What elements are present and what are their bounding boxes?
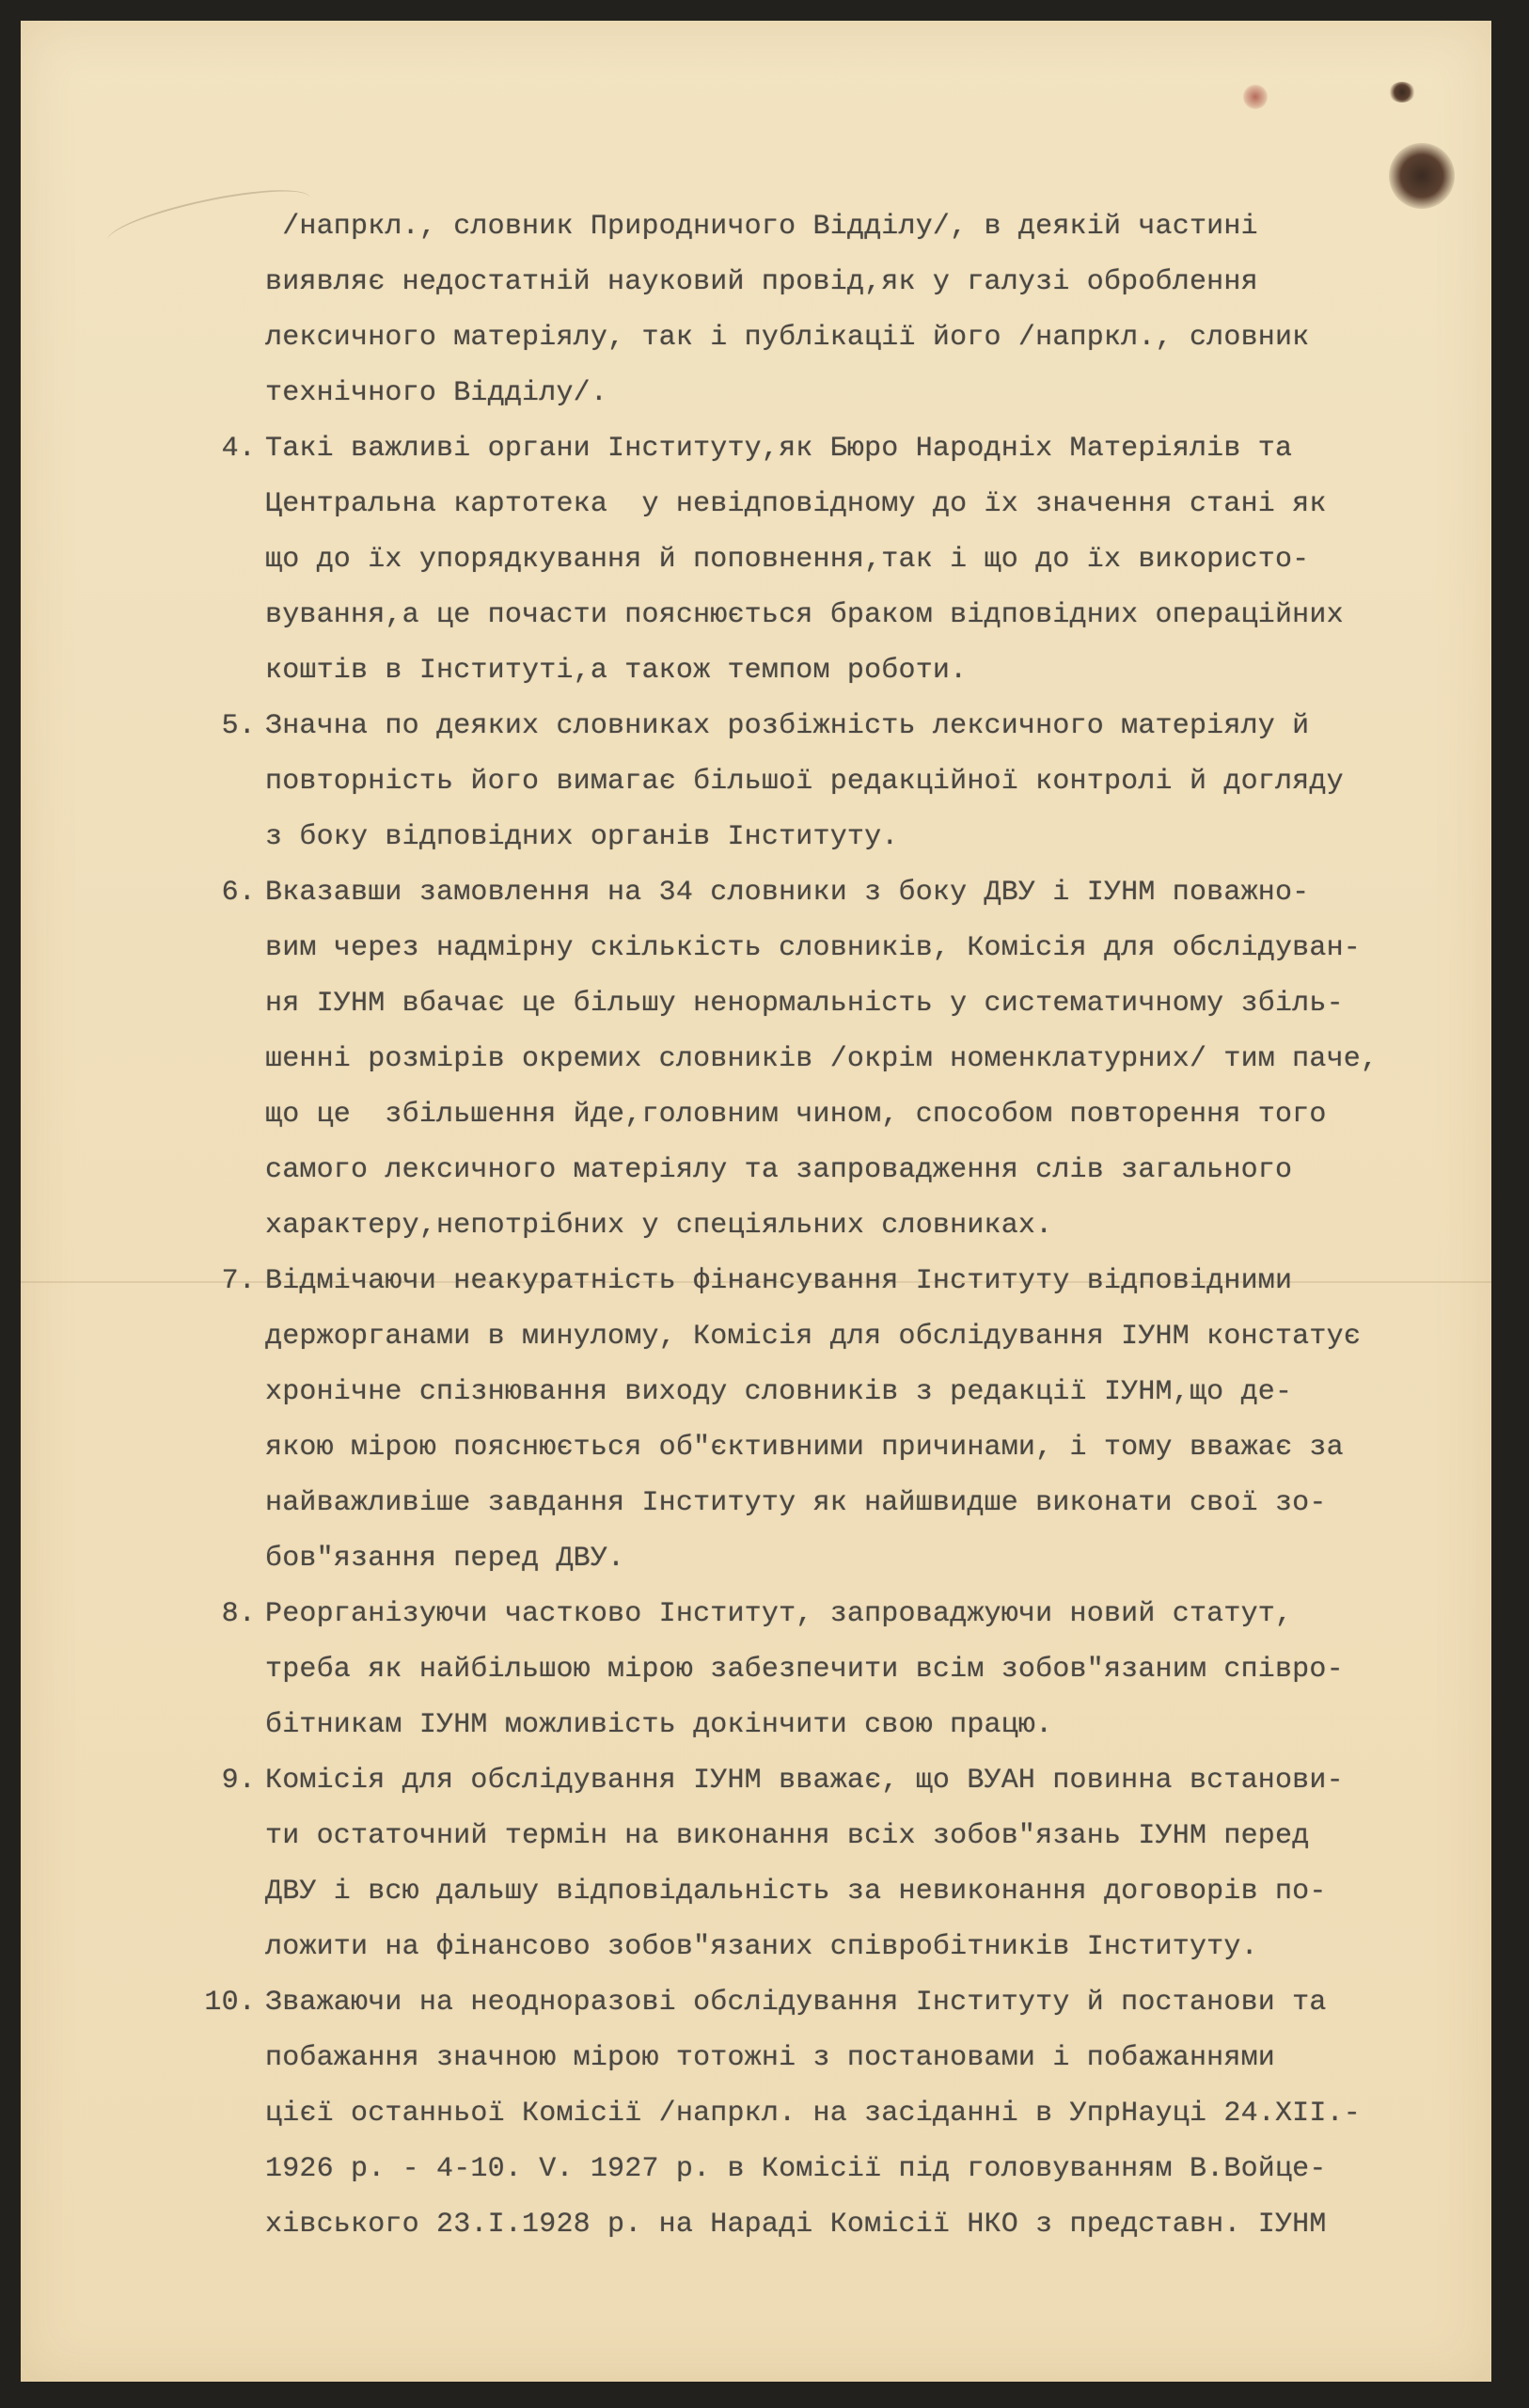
line-text: шенні розмірів окремих словників /окрім номенклатурних/ тим паче,	[265, 1043, 1379, 1075]
line-text: Комісія для обслідування ІУНМ вважає, що ВУАН повинна встанови-	[265, 1765, 1344, 1797]
text-line	[204, 1975, 1459, 2031]
text-line	[265, 1087, 1459, 1143]
line-text: що це збільшення йде,головним чином, способом повторення того	[265, 1099, 1327, 1131]
line-text: 1926 р. - 4-10. V. 1927 р. в Комісії під головуванням В.Войце-	[265, 2153, 1327, 2185]
text-line	[265, 1476, 1459, 1531]
item-number: 5.	[221, 710, 256, 742]
item-number: 6.	[221, 877, 256, 909]
text-line	[265, 588, 1459, 643]
item-number: 9.	[221, 1765, 256, 1797]
line-text: /напркл., словник Природничого Відділу/, в деякій частині	[265, 211, 1258, 243]
text-line	[265, 1365, 1459, 1420]
line-text: ти остаточний термін на виконання всіх зобов"язань ІУНМ перед	[265, 1820, 1310, 1852]
line-text: що до їх упорядкування й поповнення,так і що до їх використо-	[265, 544, 1310, 576]
paper-sheet	[21, 21, 1491, 2382]
text-line	[265, 1531, 1459, 1587]
text-line	[265, 1809, 1459, 1864]
typewritten-text	[204, 199, 1459, 2253]
line-text: вування,а це почасти пояснюється браком відповідних операційних	[265, 599, 1344, 631]
text-line	[221, 1254, 1459, 1309]
line-text: технічного Відділу/.	[265, 377, 608, 409]
line-text: ДВУ і всю дальшу відповідальність за невиконання договорів по-	[265, 1876, 1327, 1908]
line-text: якою мірою пояснюється об"єктивними причинами, і тому вважає за	[265, 1432, 1344, 1464]
line-text: ня ІУНМ вбачає це більшу ненормальність у систематичному збіль-	[265, 988, 1344, 1020]
line-text: з боку відповідних органів Інституту.	[265, 821, 899, 853]
text-line	[265, 532, 1459, 588]
item-number: 7.	[221, 1265, 256, 1297]
text-line	[265, 199, 1459, 255]
text-line	[265, 366, 1459, 421]
text-line	[265, 921, 1459, 976]
line-text: хронічне спізнювання виходу словників з редакції ІУНМ,що де-	[265, 1376, 1293, 1408]
line-text: лексичного матеріялу, так і публікації його /напркл., словник	[265, 322, 1310, 354]
text-line	[265, 2031, 1459, 2086]
text-line	[265, 255, 1459, 310]
item-number: 10.	[204, 1987, 256, 2019]
line-text: треба як найбільшою мірою забезпечити всім зобов"язаним співро-	[265, 1654, 1344, 1686]
text-line	[265, 643, 1459, 699]
text-line	[221, 421, 1459, 477]
line-text: Такі важливі органи Інституту,як Бюро Народніх Матеріялів та	[265, 433, 1293, 465]
line-text: цієї останньої Комісії /напркл. на засіданні в УпрНауці 24.XII.-	[265, 2098, 1361, 2130]
text-line	[221, 699, 1459, 754]
text-line	[265, 1198, 1459, 1254]
line-text: хівського 23.I.1928 р. на Нараді Комісії НКО з представн. ІУНМ	[265, 2209, 1327, 2241]
line-text: Значна по деяких словниках розбіжність лексичного матеріялу й	[265, 710, 1310, 742]
ink-spot	[1389, 82, 1415, 103]
text-line	[265, 2197, 1459, 2253]
text-line	[265, 1143, 1459, 1198]
text-line	[265, 1698, 1459, 1753]
line-text: Вказавши замовлення на 34 словники з боку ДВУ і ІУНМ поважно-	[265, 877, 1310, 909]
text-line	[265, 1032, 1459, 1087]
line-text: бов"язання перед ДВУ.	[265, 1543, 625, 1575]
item-number: 8.	[221, 1598, 256, 1630]
text-line	[265, 1920, 1459, 1975]
text-line	[265, 1642, 1459, 1698]
item-number: 4.	[221, 433, 256, 465]
text-line	[265, 477, 1459, 532]
text-line	[265, 810, 1459, 865]
line-text: найважливіше завдання Інституту як найшвидше виконати свої зо-	[265, 1487, 1327, 1519]
line-text: повторність його вимагає більшої редакційної контролі й догляду	[265, 766, 1344, 798]
line-text: Зважаючи на неодноразові обслідування Інституту й постанови та	[265, 1987, 1327, 2019]
text-line	[265, 1420, 1459, 1476]
text-line	[265, 1309, 1459, 1365]
line-text: характеру,непотрібних у спеціяльних словниках.	[265, 1210, 1053, 1242]
line-text: вим через надмірну скількість словників, Комісія для обслідуван-	[265, 932, 1361, 964]
line-text: побажання значною мірою тотожні з постановами і побажаннями	[265, 2042, 1275, 2074]
line-text: Центральна картотека у невідповідному до їх значення стані як	[265, 488, 1327, 520]
text-line	[265, 754, 1459, 810]
text-line	[221, 865, 1459, 921]
line-text: виявляє недостатній науковий провід,як у галузі оброблення	[265, 266, 1258, 298]
line-text: самого лексичного матеріялу та запровадження слів загального	[265, 1154, 1293, 1186]
text-line	[221, 1753, 1459, 1809]
line-text: ложити на фінансово зобов"язаних співробітників Інституту.	[265, 1931, 1258, 1963]
line-text: коштів в Інституті,а також темпом роботи.	[265, 655, 968, 687]
text-line	[221, 1587, 1459, 1642]
line-text: бітникам ІУНМ можливість докінчити свою працю.	[265, 1709, 1053, 1741]
line-text: Відмічаючи неакуратність фінансування Інституту відповідними	[265, 1265, 1293, 1297]
text-line	[265, 976, 1459, 1032]
text-line	[265, 1864, 1459, 1920]
red-spot	[1243, 85, 1268, 109]
line-text: держорганами в минулому, Комісія для обслідування ІУНМ констатує	[265, 1321, 1361, 1353]
text-line	[265, 310, 1459, 366]
text-line	[265, 2086, 1459, 2142]
text-line	[265, 2142, 1459, 2197]
line-text: Реорганізуючи частково Інститут, запроваджуючи новий статут,	[265, 1598, 1293, 1630]
